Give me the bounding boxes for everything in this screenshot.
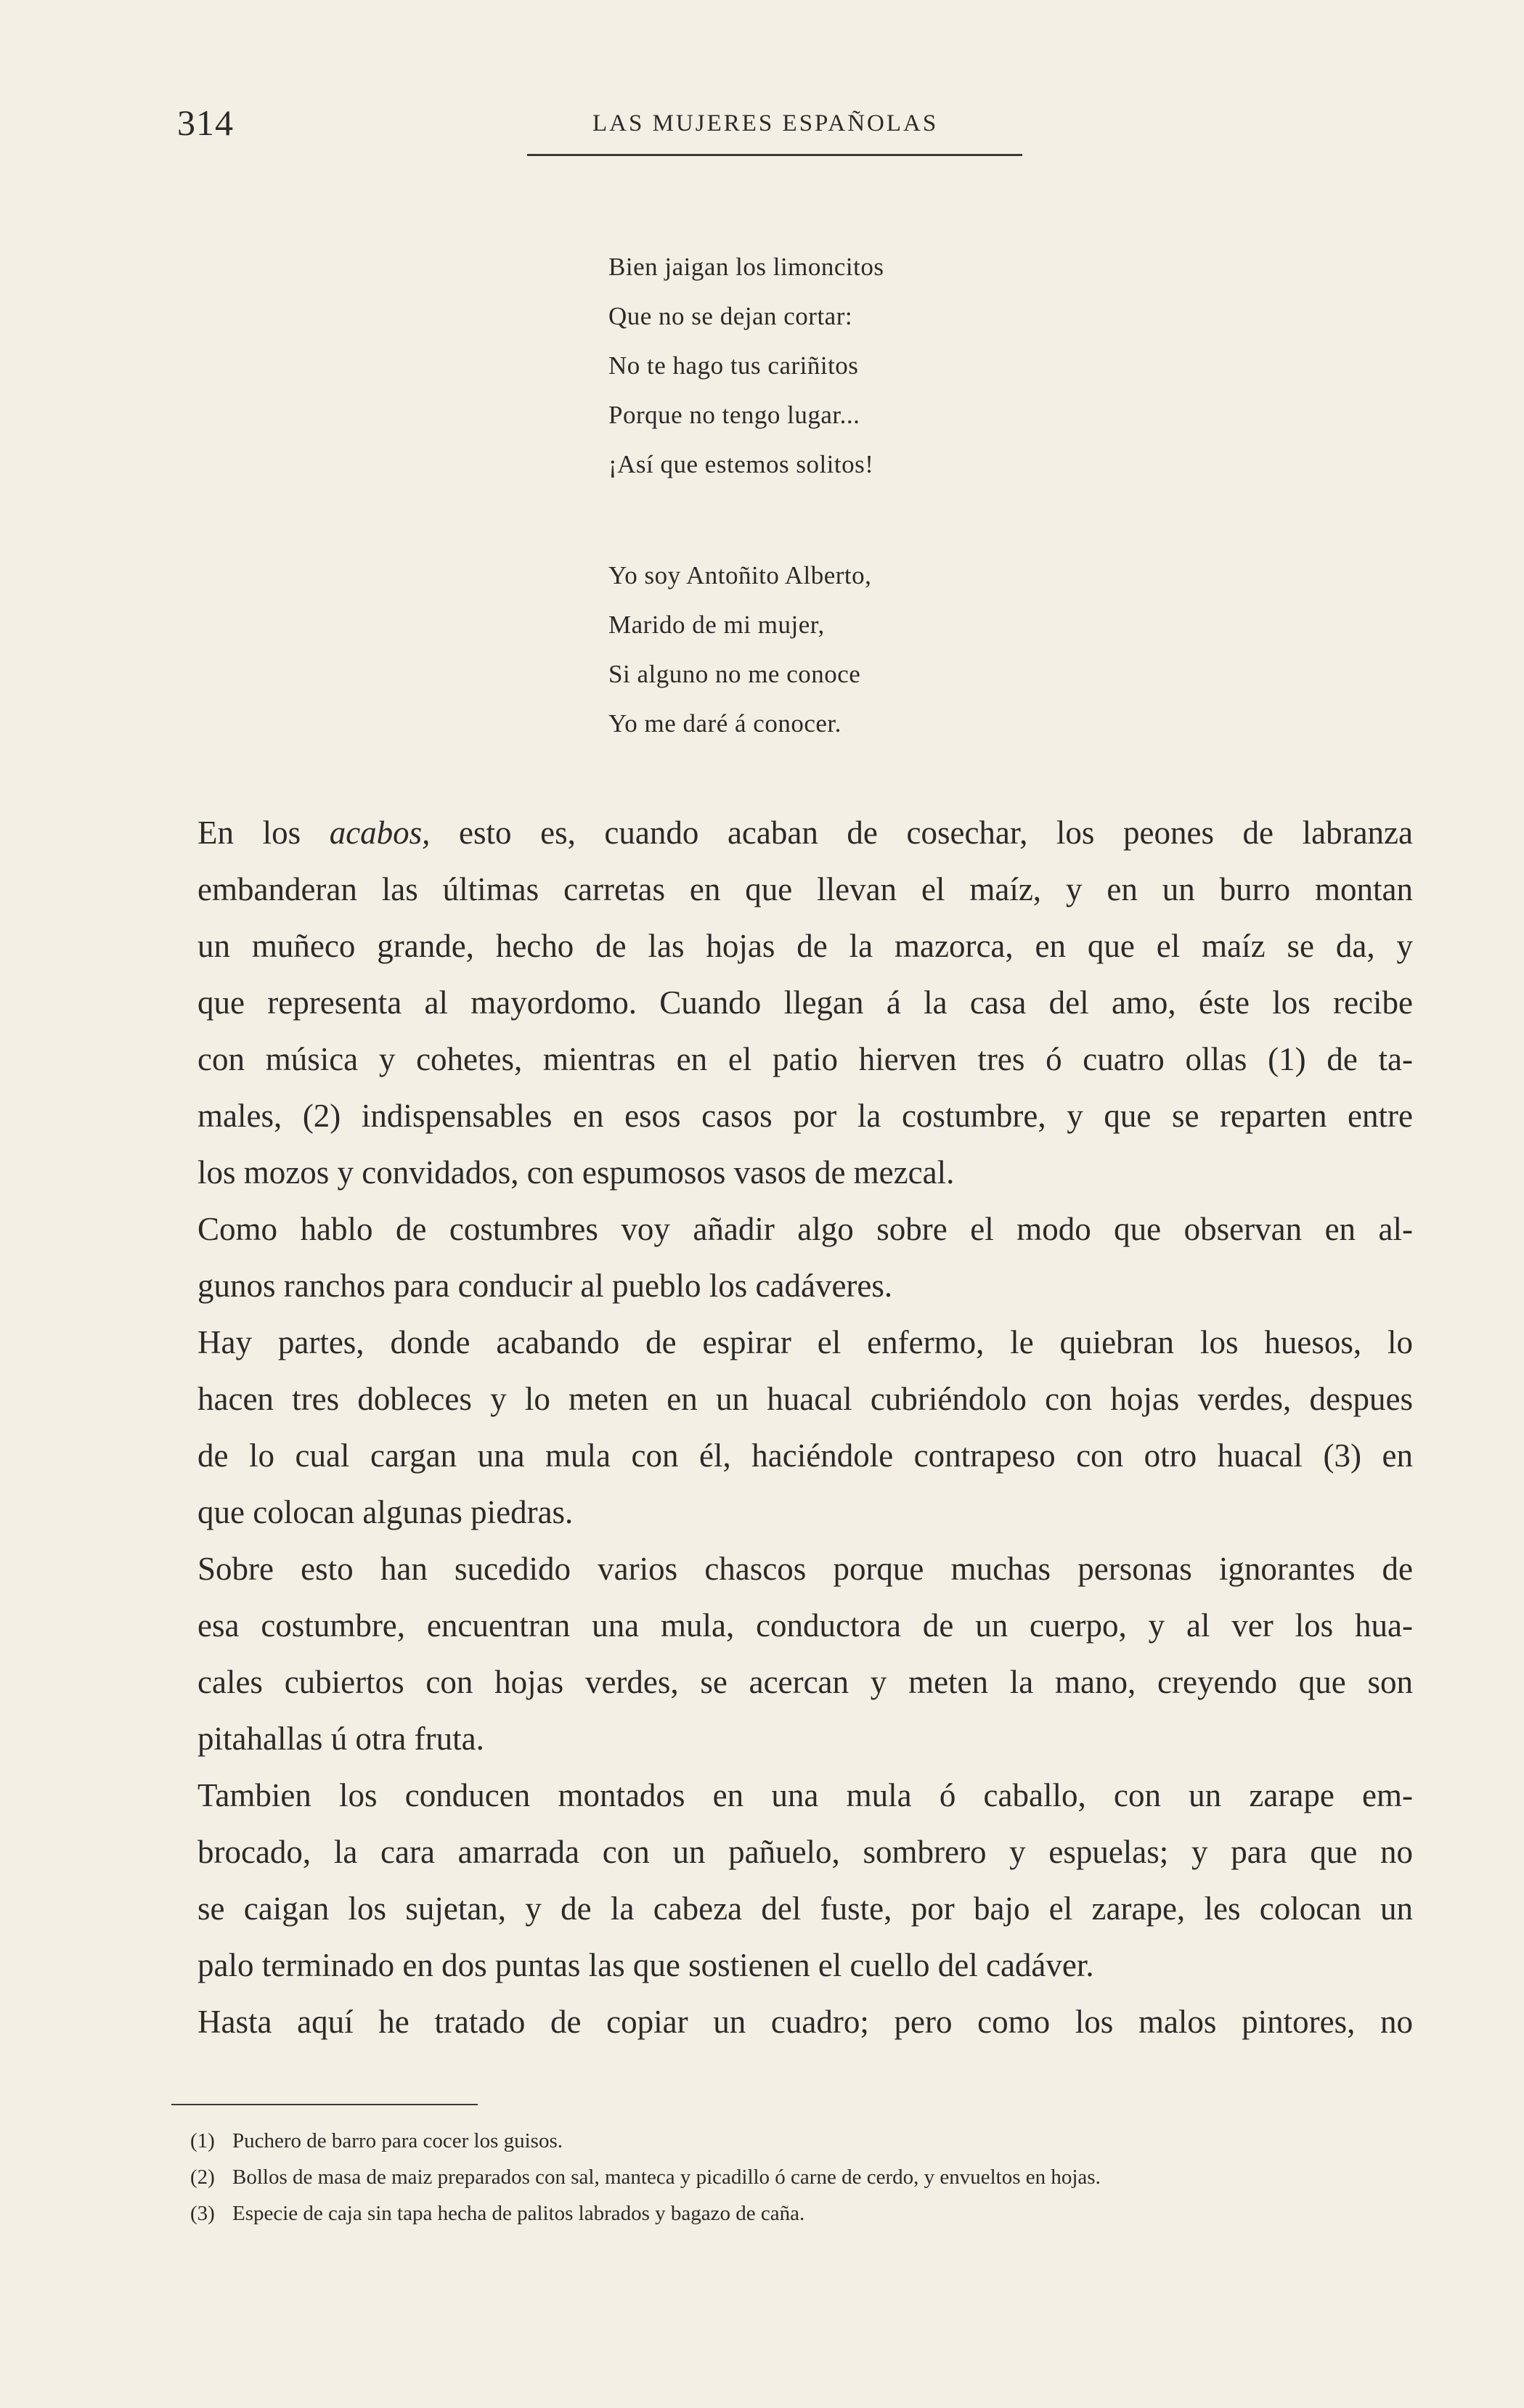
footnote <box>190 2195 1101 2232</box>
body-line: Sobre esto han sucedido varios chascos porque muchas personas ignorantes de <box>197 1551 1413 1587</box>
verse-line: Si alguno no me conoce <box>608 660 861 688</box>
body-line: pitahallas ú otra fruta. <box>197 1721 484 1757</box>
verse-stanza-2 <box>608 551 871 748</box>
page-number: 314 <box>177 102 234 143</box>
body-line: Como hablo de costumbres voy añadir algo sobre el modo que observan en al- <box>197 1211 1413 1247</box>
verse-line: Yo me daré á conocer. <box>608 709 842 738</box>
footnote-text: Puchero de barro para cocer los guisos. <box>232 2129 563 2152</box>
verse-line: No te hago tus cariñitos <box>608 351 859 380</box>
body-line: hacen tres dobleces y lo meten en un huacal cubriéndolo con hojas verdes, despues <box>197 1381 1413 1417</box>
body-line: embanderan las últimas carretas en que llevan el maíz, y en un burro montan <box>197 871 1413 907</box>
body-line: Hasta aquí he tratado de copiar un cuadro; pero como los malos pintores, no <box>197 2004 1413 2040</box>
footnote-text: Especie de caja sin tapa hecha de palitos labrados y bagazo de caña. <box>232 2202 805 2225</box>
body-line: Tambien los conducen montados en una mula ó caballo, con un zarape em- <box>197 1777 1413 1813</box>
body-text-span: En los <box>197 815 330 851</box>
footnote-rule <box>171 2104 478 2105</box>
body-line: palo terminado en dos puntas las que sostienen el cuello del cadáver. <box>197 1947 1094 1983</box>
body-line <box>197 804 1413 861</box>
body-line: Hay partes, donde acabando de espirar el enfermo, le quiebran los huesos, lo <box>197 1324 1413 1360</box>
body-text <box>197 804 1413 2050</box>
footnote-text: Bollos de masa de maiz preparados con sal, manteca y picadillo ó carne de cerdo, y envueltos en hojas. <box>232 2166 1101 2189</box>
body-line: cales cubiertos con hojas verdes, se acercan y meten la mano, creyendo que son <box>197 1664 1413 1700</box>
verse-line: Porque no tengo lugar... <box>608 401 860 429</box>
body-line: males, (2) indispensables en esos casos por la costumbre, y que se reparten entre <box>197 1098 1413 1134</box>
body-line: esa costumbre, encuentran una mula, conductora de un cuerpo, y al ver los hua- <box>197 1607 1413 1644</box>
italic-term: acabos, <box>329 815 431 851</box>
body-line: se caigan los sujetan, y de la cabeza del fuste, por bajo el zarape, les colocan un <box>197 1890 1413 1927</box>
footnote <box>190 2159 1101 2195</box>
body-line: brocado, la cara amarrada con un pañuelo, sombrero y espuelas; y para que no <box>197 1834 1413 1870</box>
running-head: LAS MUJERES ESPAÑOLAS <box>592 110 939 136</box>
verse-line: Bien jaigan los limoncitos <box>608 253 884 281</box>
header-rule <box>527 154 1022 156</box>
verse-stanza-1 <box>608 242 884 489</box>
footnote-mark: (3) <box>190 2202 215 2225</box>
footnote-mark: (1) <box>190 2129 215 2152</box>
body-line: un muñeco grande, hecho de las hojas de la mazorca, en que el maíz se da, y <box>197 928 1413 964</box>
body-line: que colocan algunas piedras. <box>197 1494 574 1530</box>
verse-line: Que no se dejan cortar: <box>608 302 853 330</box>
verse-line: ¡Así que estemos solitos! <box>608 450 874 478</box>
footnote-mark: (2) <box>190 2166 215 2189</box>
body-line: con música y cohetes, mientras en el patio hierven tres ó cuatro ollas (1) de ta- <box>197 1041 1413 1077</box>
body-text-span: esto es, cuando acaban de cosechar, los peones de labranza <box>430 815 1413 851</box>
verse-line: Marido de mi mujer, <box>608 611 825 639</box>
footnotes <box>190 2123 1101 2232</box>
footnote <box>190 2123 1101 2159</box>
body-line: los mozos y convidados, con espumosos vasos de mezcal. <box>197 1154 955 1191</box>
body-line: que representa al mayordomo. Cuando llegan á la casa del amo, éste los recibe <box>197 984 1413 1021</box>
verse-line: Yo soy Antoñito Alberto, <box>608 561 872 589</box>
body-line: gunos ranchos para conducir al pueblo los cadáveres. <box>197 1268 893 1304</box>
body-line: de lo cual cargan una mula con él, haciéndole contrapeso con otro huacal (3) en <box>197 1437 1413 1474</box>
